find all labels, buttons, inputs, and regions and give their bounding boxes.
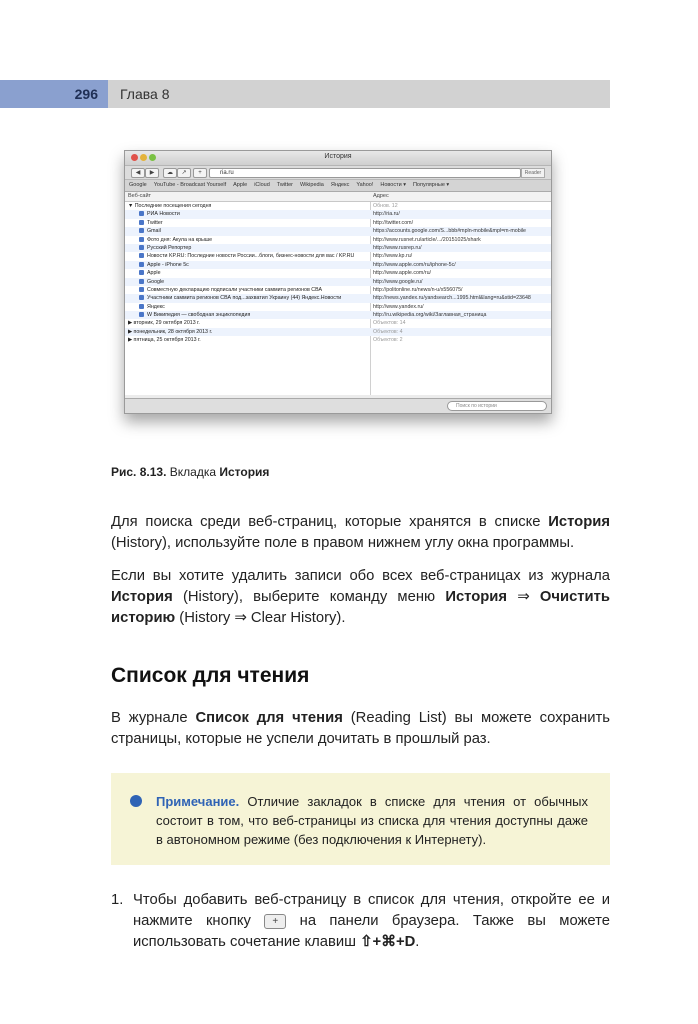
share-icon: ↗ [177,168,191,178]
page-number-box [0,80,108,108]
bookmark-item: Яндекс [330,182,350,188]
history-title: Gmail [147,228,161,235]
history-title: ▶ понедельник, 28 октября 2013 г. [128,328,213,335]
note-label: Примечание. [156,794,240,809]
history-title: Участники саммита регионов СВА под...захватил Украину (44) Яндекс.Новости [147,295,342,302]
history-title: Apple [147,270,161,277]
text-bold: Список для чтения [195,710,343,726]
text-bold: История [111,589,173,605]
text-run: Для поиска среди веб-страниц, которые хранятся в списке [111,514,549,530]
text-run: на панели браузера. Также вы можете использовать сочетание клавиш [133,913,610,950]
history-title: W Википедия — свободная энциклопедия [147,312,251,319]
history-title: Apple - iPhone 5c [147,261,189,268]
history-row [125,269,551,277]
history-row [125,202,551,210]
history-row [125,336,551,344]
history-title: Русский Репортер [147,244,192,251]
text-bold: История [548,514,610,530]
window-title: История [324,153,352,160]
page-number: 296 [74,86,98,102]
bookmark-item: Yahoo! [356,182,374,188]
add-button-icon: + [264,914,286,929]
text-run: Чтобы добавить веб-страницу в список для чтения, откройте ее и нажмите кнопку [133,892,610,929]
text-bold: История [445,589,508,605]
favicon-icon [139,270,144,275]
running-header [0,80,610,108]
history-row [125,278,551,286]
chapter-title: Глава 8 [120,86,170,102]
history-address: https://accounts.google.com/S...bbb#mpln-mobile&mpl=m-mobile [373,228,526,235]
caption-label: Рис. 8.13. [111,465,167,479]
paragraph-clear-history [111,566,610,629]
note-text [156,792,588,849]
column-address: Адрес [373,193,389,199]
bookmark-item: Wikipedia [300,182,324,188]
history-window-screenshot [124,150,552,414]
bookmark-item: Новости ▾ [380,182,406,188]
note-body: Отличие закладок в списке для чтения от обычных состоит в том, что веб-страницы из списка для чтения доступны даже в автономном режиме (без подключения к Интернету). [156,794,588,847]
history-row [125,286,551,294]
back-icon: ◀ [131,168,145,178]
history-address: http://ru.wikipedia.org/wiki/Заглавная_страница [373,312,487,319]
history-address: http://www.kp.ru/ [373,253,413,260]
history-row [125,227,551,235]
bookmark-item: Популярные ▾ [412,182,450,188]
bookmark-item: YouTube - Broadcast Yourself [153,182,227,188]
caption-bold: История [219,465,270,479]
bookmarks-bar [125,180,551,192]
favicon-icon [139,279,144,284]
add-reading-list-icon: + [193,168,207,178]
window-titlebar [125,151,551,166]
favicon-icon [139,245,144,250]
history-title: РИА Новости [147,211,180,218]
favicon-icon [139,220,144,225]
history-address: http://twitter.com/ [373,219,414,226]
history-address: http://www.google.ru/ [373,278,423,285]
history-address: Объектов: 14 [373,320,406,327]
history-title: Новости KP.RU: Последние новости России...блоги, бизнес-новости для вас / KP.RU [147,253,355,260]
paragraph-reading-list [111,708,610,750]
caption-text: Вкладка [166,465,220,479]
forward-icon: ▶ [145,168,159,178]
history-title: Twitter [147,219,163,226]
history-address: http://ria.ru/ [373,211,400,218]
favicon-icon [139,262,144,267]
bookmark-item: iCloud [254,182,270,188]
history-title: ▶ пятница, 25 октября 2013 г. [128,337,201,344]
favicon-icon [139,312,144,317]
shortcut-keys: ⇧+⌘+D [360,934,416,950]
history-search-field: Поиск по истории [447,401,547,411]
history-row [125,294,551,302]
history-column-header [125,192,551,202]
favicon-icon [139,228,144,233]
paragraph-search [111,512,610,554]
history-address: http://www.apple.com/ru/ [373,270,431,277]
favicon-icon [139,304,144,309]
history-row [125,210,551,218]
history-title: ▶ вторник, 29 октября 2013 г. [128,320,200,327]
history-row [125,219,551,227]
favicon-icon [139,253,144,258]
list-text [133,890,610,953]
history-row [125,303,551,311]
history-title: Google [147,278,165,285]
history-row [125,236,551,244]
history-address: http://news.yandex.ru/yandsearch...1995.html&lang=ru&stid=23648 [373,295,531,302]
bookmark-item: Twitter [276,182,293,188]
favicon-icon [139,295,144,300]
favicon-icon [139,287,144,292]
history-address: http://www.yandex.ru/ [373,303,424,310]
figure-caption [111,465,269,479]
text-run: . [415,934,420,950]
history-row [125,319,551,327]
history-row [125,261,551,269]
bookmark-item: Google [129,182,147,188]
text-run: (History), выберите команду меню [172,589,446,605]
address-bar: ria.ru [209,168,521,178]
text-run: В журнале [111,710,196,726]
window-statusbar [125,398,551,413]
text-run: (History), используйте поле в правом нижнем углу окна программы. [111,535,575,551]
history-row [125,252,551,260]
history-list [125,202,551,395]
history-row [125,311,551,319]
text-run: (Reading List) вы можете сохранить страницы, которые не успели дочитать в прошлый раз. [111,710,610,747]
reader-button: Reader [521,168,545,178]
column-site: Веб-сайт [128,193,152,199]
history-address: Объектов: 2 [373,337,403,344]
bookmark-item: Apple [233,182,248,188]
favicon-icon [139,237,144,242]
text-bold: Очистить историю [111,589,610,626]
section-title: Список для чтения [111,664,310,687]
history-title: ▼ Последние посещения сегодня [128,203,212,209]
text-run: ⇒ [507,589,540,605]
note-box [111,773,610,865]
history-address: http://www.rusrep.ru/ [373,244,422,251]
text-run: Если вы хотите удалить записи обо всех веб-страницах из журнала [111,568,610,584]
history-row [125,244,551,252]
browser-toolbar [125,166,551,180]
text-run: (History ⇒ Clear History). [175,610,346,626]
history-row [125,328,551,336]
list-number: 1. [111,892,124,908]
history-title: Совместную декларацию подписали участники саммита регионов СВА [147,286,322,293]
note-bullet-icon [130,795,142,807]
favicon-icon [139,211,144,216]
history-address: http://www.apple.com/ru/iphone-5c/ [373,261,456,268]
history-address: http://politonline.ru/news/n-u/x556075/ [373,286,463,293]
history-address: Обнов. 12 [373,203,398,209]
cloud-tabs-icon: ☁ [163,168,177,178]
history-address: http://www.rusnet.ru/article/.../20151025/shark [373,236,481,243]
history-title: Яндекс [147,303,165,310]
history-address: Объектов: 4 [373,328,403,335]
history-title: Фото дня: Акула на крыше [147,236,213,243]
